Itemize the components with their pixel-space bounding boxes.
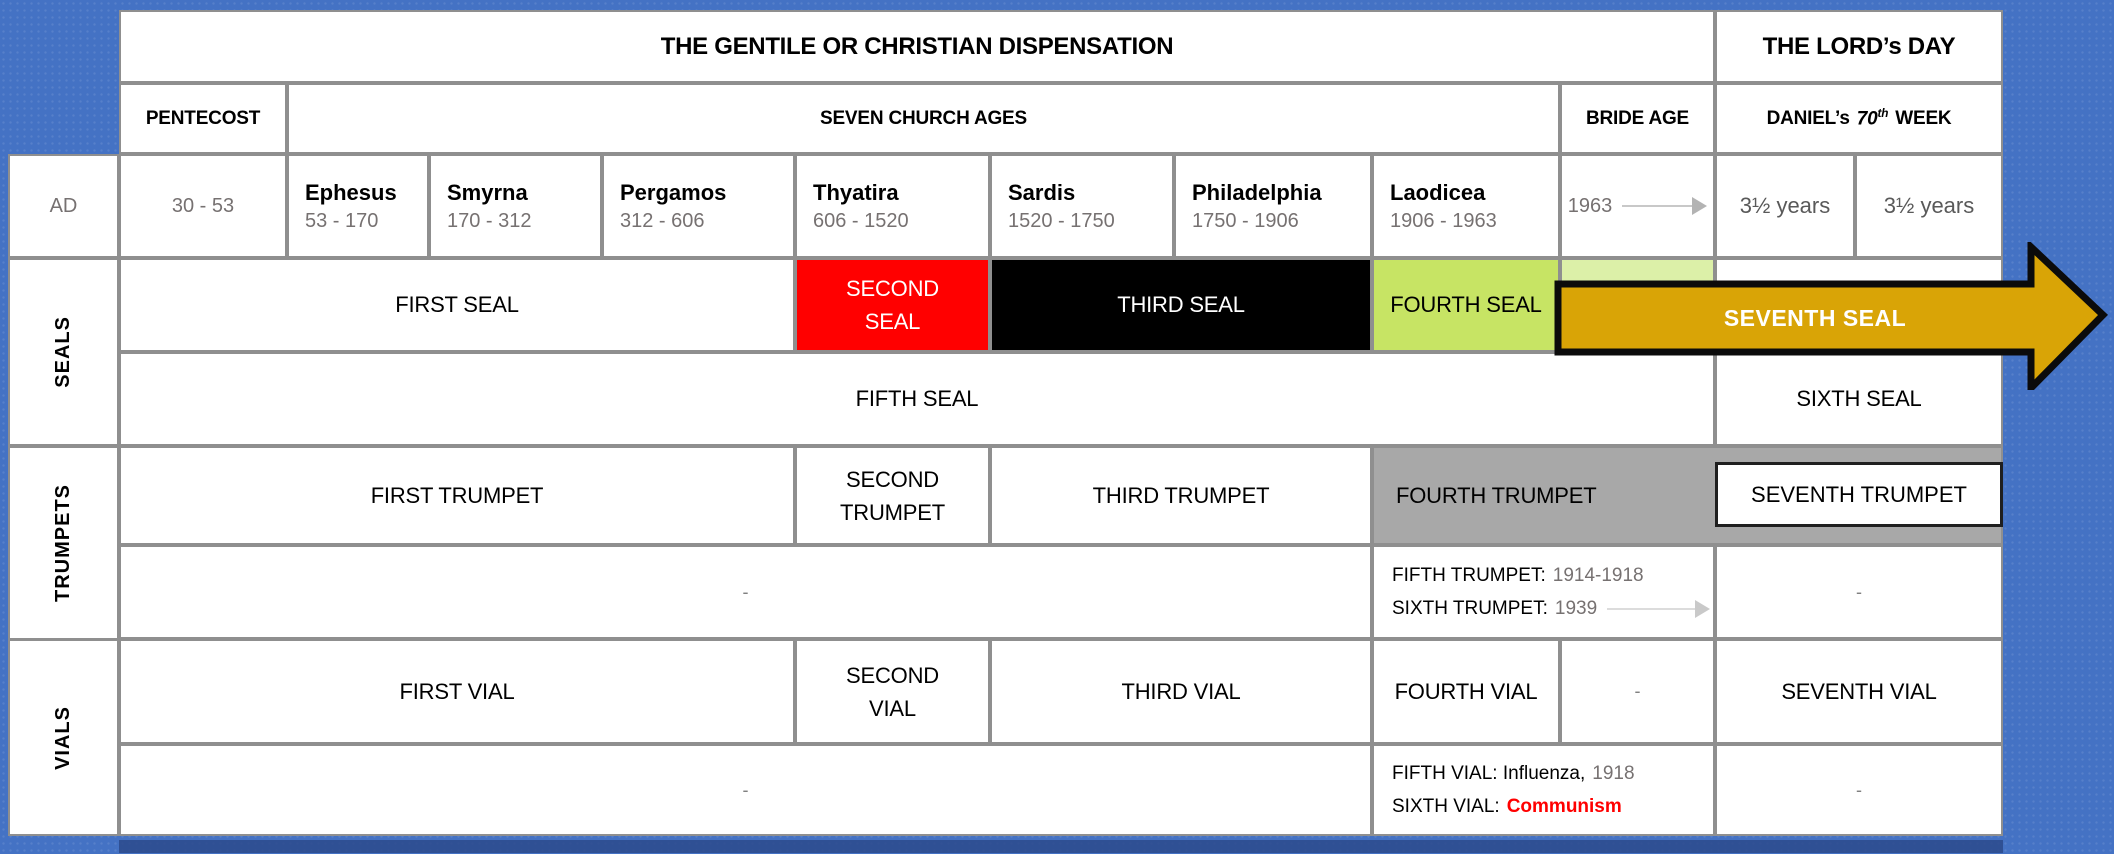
church-age-pergamos: Pergamos 312 - 606 xyxy=(602,154,795,258)
bride-year-arrow-line-icon xyxy=(1622,205,1692,207)
sixth-trumpet-arrow-line-icon xyxy=(1607,608,1695,610)
vials-section-label: VIALS xyxy=(52,705,74,770)
seventh-trumpet-cell: SEVENTH TRUMPET xyxy=(1715,462,2003,527)
seven-church-ages-label: SEVEN CHURCH AGES xyxy=(819,107,1028,129)
second-trumpet-cell: SECOND TRUMPET xyxy=(795,446,990,545)
vials-section-label-cell xyxy=(8,639,119,836)
trumpets-section-label-cell xyxy=(8,446,119,640)
sixth-seal-cell: SIXTH SEAL xyxy=(1715,352,2003,446)
first-seal-cell: FIRST SEAL xyxy=(119,258,795,352)
fifth-trumpet-line: FIFTH TRUMPET: 1914-1918 xyxy=(1392,564,1644,586)
first-trumpet-cell: FIRST TRUMPET xyxy=(119,446,795,545)
church-age-ephesus: Ephesus 53 - 170 xyxy=(287,154,429,258)
third-vial-cell: THIRD VIAL xyxy=(990,639,1372,744)
bride-year: 1963 xyxy=(1567,194,1613,217)
fourth-vial-cell: FOURTH VIAL xyxy=(1372,639,1560,744)
sixth-vial-line: SIXTH VIAL: Communism xyxy=(1392,790,1622,823)
communism-value: Communism xyxy=(1506,796,1622,817)
church-age-thyatira: Thyatira 606 - 1520 xyxy=(795,154,990,258)
pentecost-label: PENTECOST xyxy=(145,107,261,129)
fourth-trumpet-cell: FOURTH TRUMPET xyxy=(1372,446,2003,545)
sixth-trumpet-line: SIXTH TRUMPET: 1939 xyxy=(1392,592,1710,625)
daniels-week-prefix: DANIEL’s xyxy=(1766,107,1850,129)
pentecost-cell xyxy=(119,83,287,154)
pentecost-years: 30 - 53 xyxy=(171,194,235,217)
dispensation-title: THE GENTILE OR CHRISTIAN DISPENSATION xyxy=(660,32,1174,60)
era-label: AD xyxy=(49,194,78,217)
fifth-seal-cell: FIFTH SEAL xyxy=(119,352,1715,446)
fourth-seal-cell: FOURTH SEAL xyxy=(1372,258,1560,352)
lords-day-title: THE LORD’s DAY xyxy=(1762,32,1956,60)
second-seal-cell: SECOND SEAL xyxy=(795,258,990,352)
seven-church-ages-cell xyxy=(287,83,1560,154)
vials-dash-right-cell: - xyxy=(1715,744,2003,836)
first-vial-cell: FIRST VIAL xyxy=(119,639,795,744)
daniels-week-cell xyxy=(1715,83,2003,154)
trumpets-dash-left-cell: - xyxy=(119,545,1372,639)
daniels-week-suffix: WEEK xyxy=(1895,107,1952,129)
week-second-half-cell: 3½ years xyxy=(1855,154,2003,258)
church-age-sardis: Sardis 1520 - 1750 xyxy=(990,154,1174,258)
slide-shadow xyxy=(119,840,2003,853)
bride-age-cell xyxy=(1560,83,1715,154)
era-label-cell xyxy=(8,154,119,258)
trumpets-dash-right-cell: - xyxy=(1715,545,2003,639)
second-vial-cell: SECOND VIAL xyxy=(795,639,990,744)
bride-age-label: BRIDE AGE xyxy=(1585,107,1690,129)
pentecost-years-cell xyxy=(119,154,287,258)
seals-section-label-cell xyxy=(8,258,119,446)
church-age-smyrna: Smyrna 170 - 312 xyxy=(429,154,602,258)
sixth-trumpet-arrow-icon xyxy=(1695,600,1710,618)
dispensation-title-cell xyxy=(119,10,1715,83)
daniels-week-number: 70th xyxy=(1856,106,1889,130)
vials-dash-left-cell: - xyxy=(119,744,1372,836)
bride-year-arrow-icon xyxy=(1692,197,1707,215)
fifth-sixth-vial-cell xyxy=(1372,744,1715,836)
lords-day-title-cell xyxy=(1715,10,2003,83)
fifth-vial-line: FIFTH VIAL: Influenza, 1918 xyxy=(1392,762,1635,784)
seventh-vial-cell: SEVENTH VIAL xyxy=(1715,639,2003,744)
week-first-half-cell: 3½ years xyxy=(1715,154,1855,258)
trumpets-section-label: TRUMPETS xyxy=(52,484,74,602)
seals-section-label: SEALS xyxy=(52,316,74,388)
fifth-sixth-trumpet-cell xyxy=(1372,545,1715,639)
church-age-laodicea: Laodicea 1906 - 1963 xyxy=(1372,154,1560,258)
third-trumpet-cell: THIRD TRUMPET xyxy=(990,446,1372,545)
church-age-philadelphia: Philadelphia 1750 - 1906 xyxy=(1174,154,1372,258)
seventh-seal-label: SEVENTH SEAL xyxy=(1723,304,1907,331)
third-seal-cell: THIRD SEAL xyxy=(990,258,1372,352)
vials-dash-mid-cell: - xyxy=(1560,639,1715,744)
